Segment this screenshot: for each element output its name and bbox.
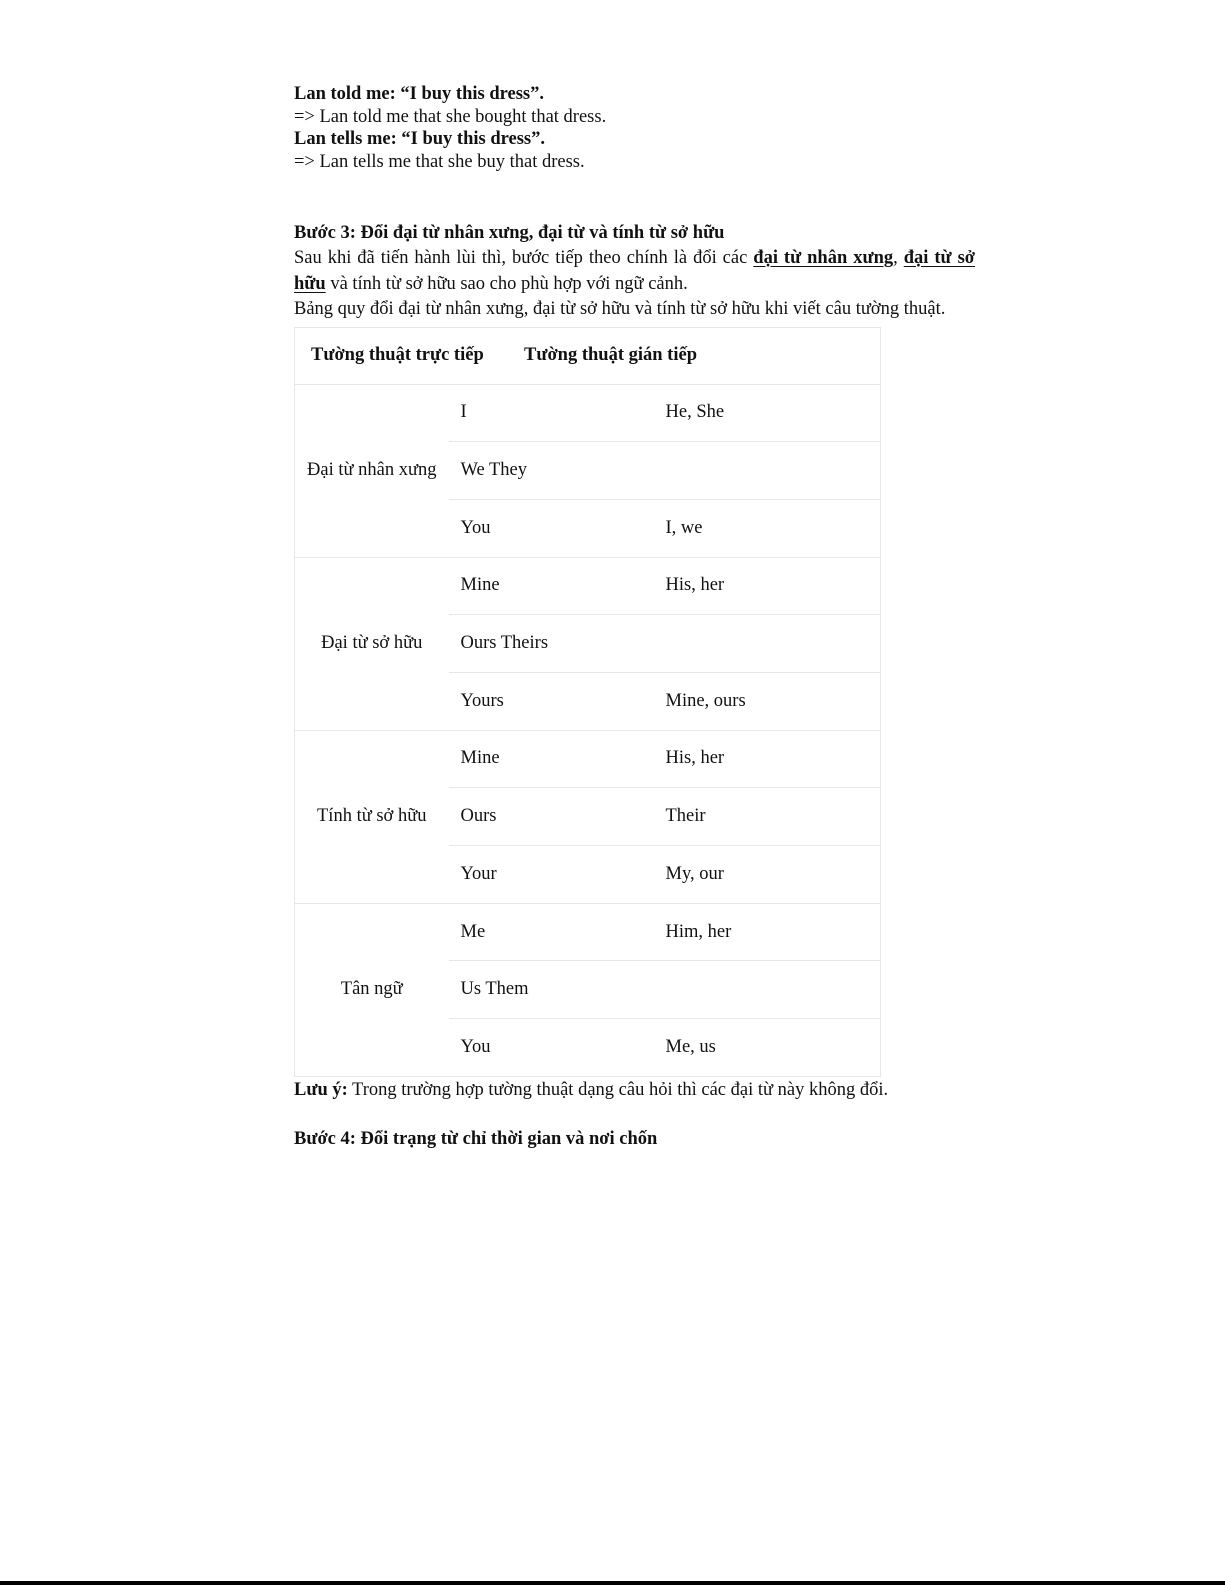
table-header-row [295,327,881,384]
spacer [294,173,975,221]
direct-cell: We They [449,442,664,500]
step3-paragraph [294,246,975,297]
table-row [295,557,881,615]
header-direct: Tường thuật trực tiếp [311,345,484,365]
comma: , [893,248,904,268]
indirect-cell: Me, us [665,1036,716,1057]
example-line: => Lan tells me that she buy that dress. [294,151,585,172]
indirect-cell: I, we [664,499,881,557]
direct-cell: Ours Theirs [449,615,664,673]
indirect-cell: Him, her [664,903,881,961]
indirect-cell: His, her [664,557,881,615]
indirect-cell [664,442,881,500]
note-line [294,1079,975,1101]
direct-cell: Ours [449,788,664,846]
category-possessive-adjectives: Tính từ sở hữu [295,730,449,903]
step3-text: Sau khi đã tiến hành lùi thì, bước tiếp theo chính là đổi các [294,248,754,268]
category-object-pronouns: Tân ngữ [340,979,403,1000]
indirect-cell: He, She [664,384,881,442]
page-bottom-border [0,1581,1225,1585]
indirect-cell: Their [664,788,881,846]
link-possessive-pronouns[interactable]: đại từ sở hữu [294,248,976,294]
direct-cell: I [449,384,664,442]
direct-cell: Yours [449,672,664,730]
indirect-cell: My, our [664,846,881,904]
direct-cell: You [449,499,664,557]
category-possessive-pronouns: Đại từ sở hữu [295,557,449,730]
direct-cell: Me [449,903,664,961]
link-personal-pronouns[interactable]: đại từ nhân xưng [753,248,894,268]
note-text: Trong trường hợp tường thuật dạng câu hỏi thì các đại từ này không đổi. [347,1079,889,1100]
example-line: Lan told me: “I buy this dress”. [294,84,544,104]
indirect-cell: Mine, ours [664,672,881,730]
header-indirect: Tường thuật gián tiếp [524,345,697,365]
direct-cell: Mine [449,557,664,615]
direct-cell: Mine [449,730,664,788]
pronoun-conversion-table [294,327,881,1077]
indirect-cell [664,961,881,1019]
table-row [295,730,881,788]
step3-heading: Bước 3: Đổi đại từ nhân xưng, đại từ và tính từ sở hữu [294,223,725,243]
table-row [295,384,881,442]
step3-text: và tính từ sở hữu sao cho phù hợp với ngữ cảnh. [325,273,688,294]
note-label: Lưu ý: [294,1079,348,1100]
indirect-cell: His, her [664,730,881,788]
example-line: => Lan told me that she bought that dress. [294,106,607,127]
table-header [295,327,881,384]
example-line: Lan tells me: “I buy this dress”. [294,129,545,149]
direct-cell: Your [449,846,664,904]
document-content [294,83,975,1150]
direct-cell: You [460,1036,491,1057]
table-row [295,903,881,961]
category-personal-pronouns: Đại từ nhân xưng [295,384,449,557]
step4-heading: Bước 4: Đổi trạng từ chỉ thời gian và nơi chốn [294,1128,658,1149]
step3-paragraph-2: Bảng quy đổi đại từ nhân xưng, đại từ sở hữu và tính từ sở hữu khi viết câu tường thuật. [294,299,946,319]
direct-cell: Us Them [449,961,664,1019]
indirect-cell [664,615,881,673]
